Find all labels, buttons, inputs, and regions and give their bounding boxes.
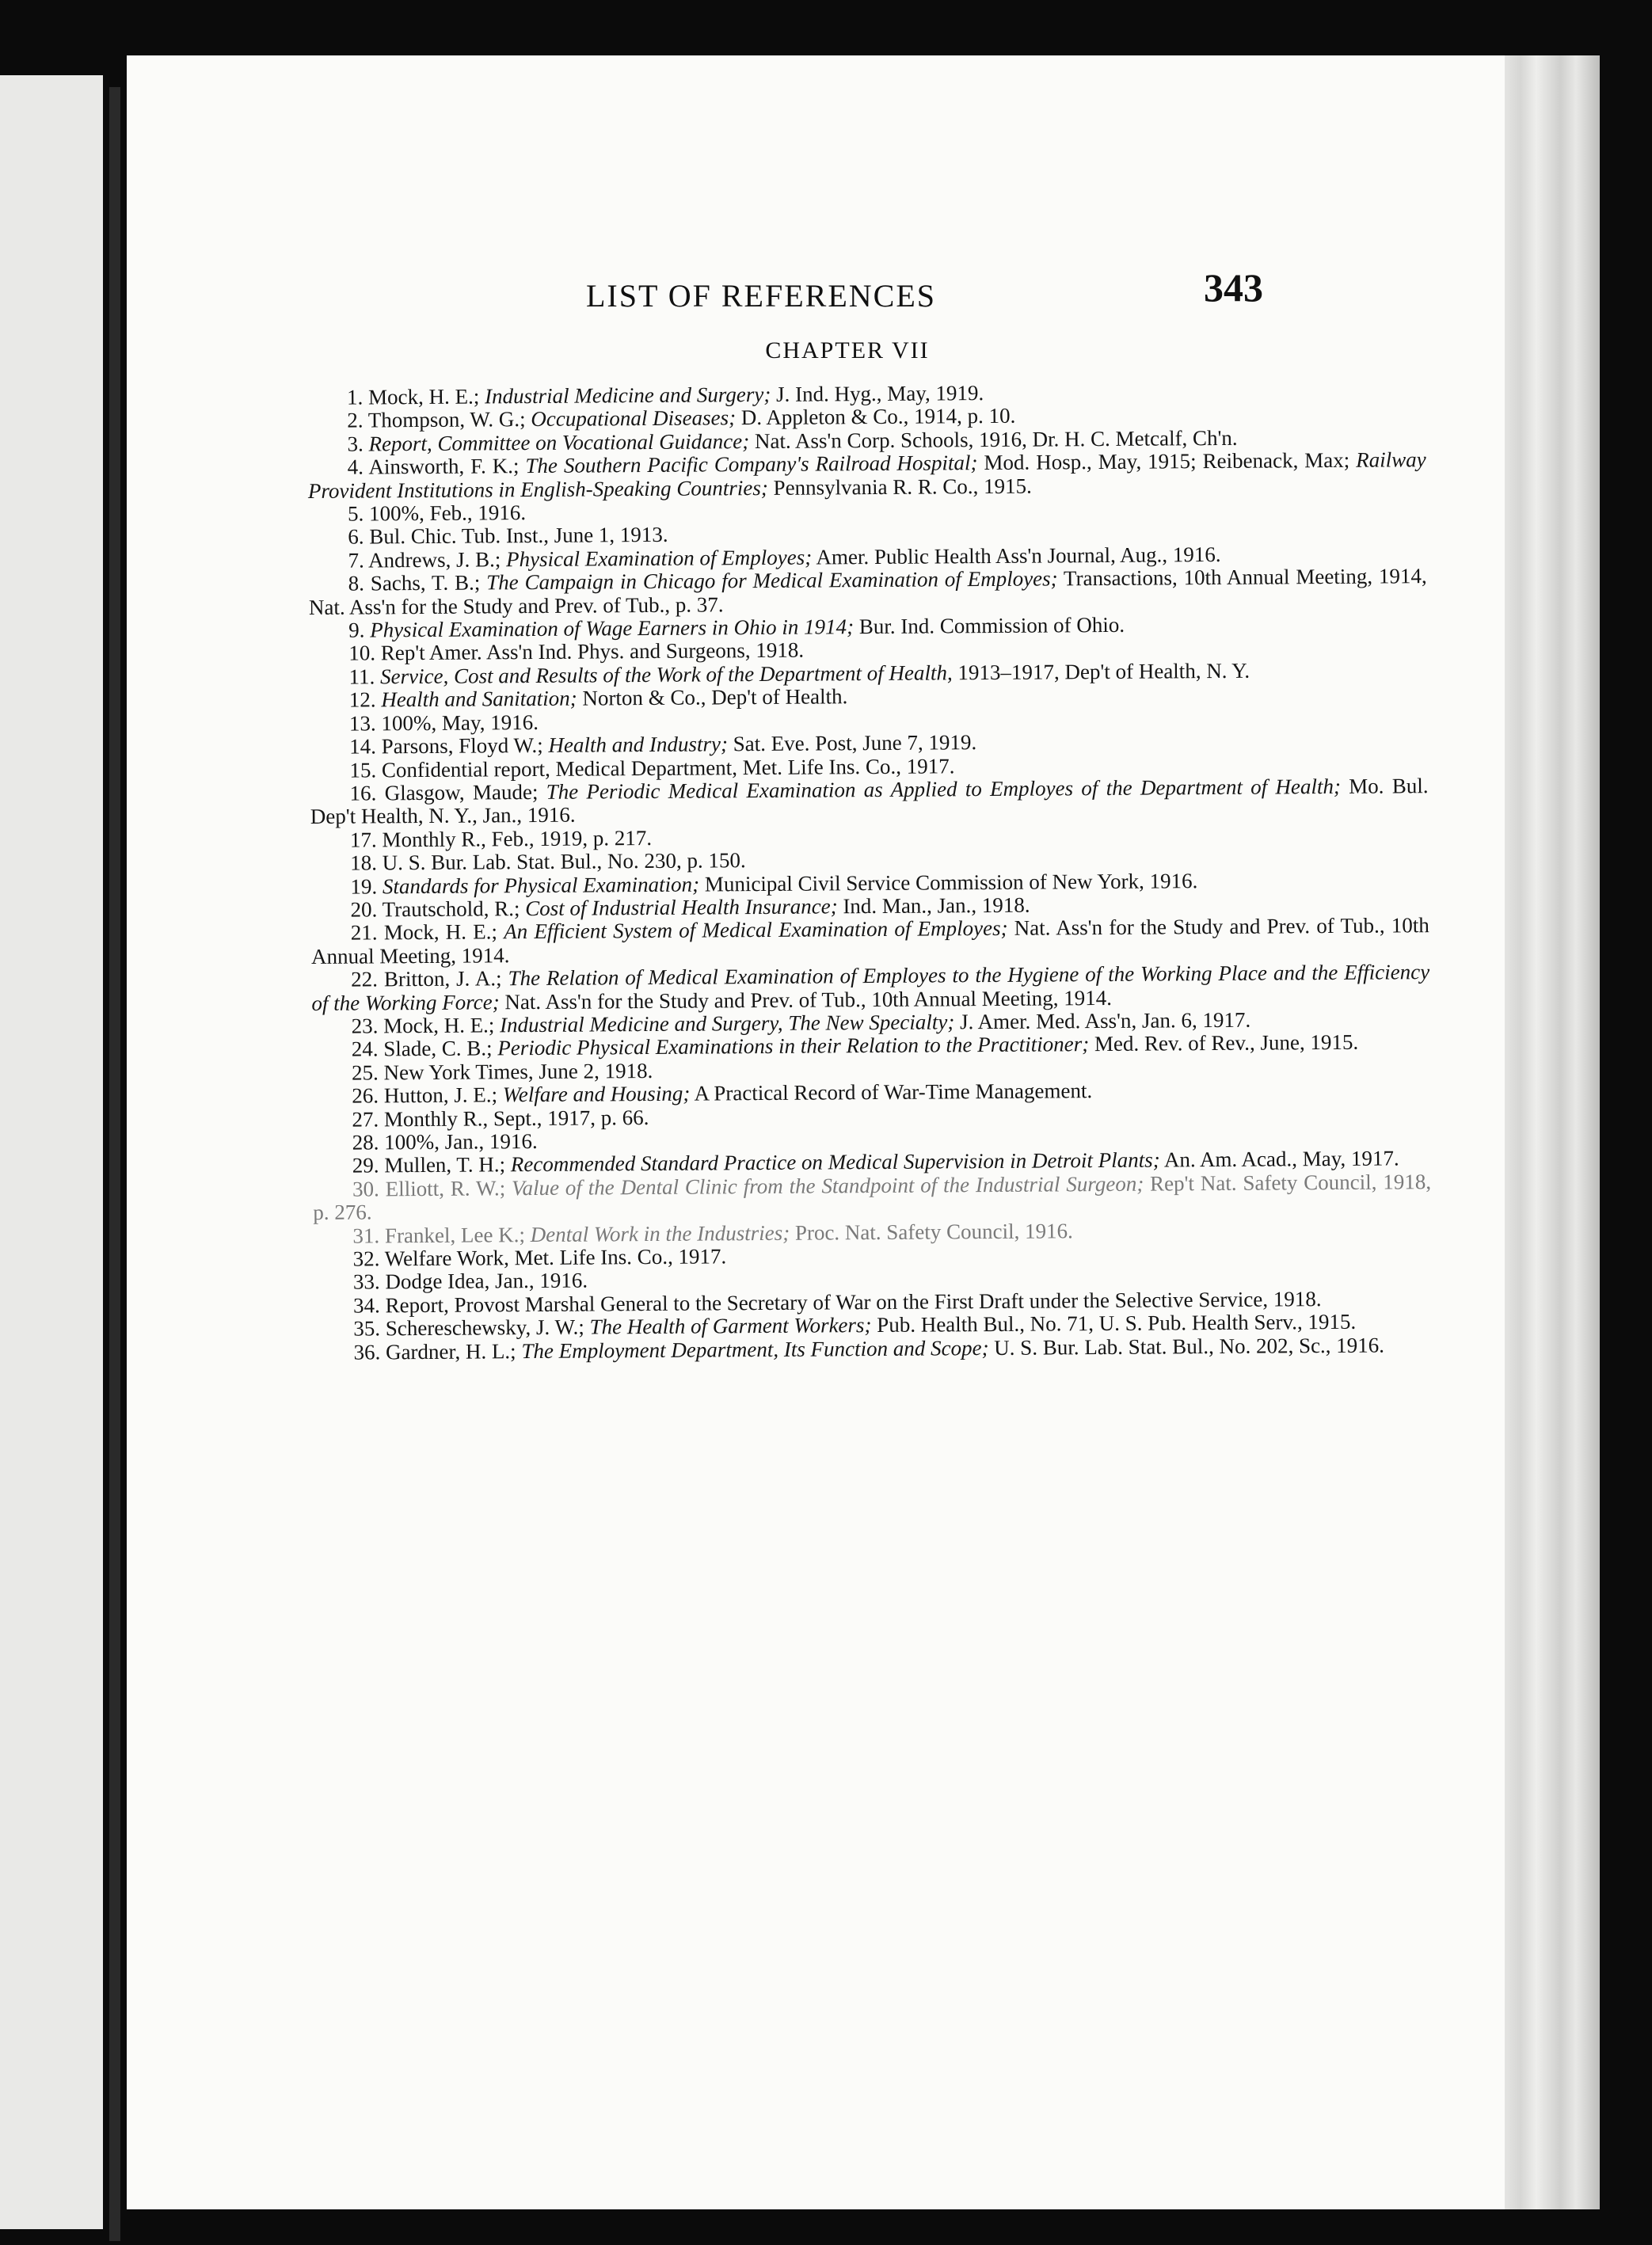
reference-title: The Employment Department, Its Function and Scope; [521, 1335, 989, 1363]
reference-source: Amer. Public Health Ass'n Journal, Aug., 1916. [812, 542, 1221, 569]
reference-item [311, 961, 1429, 1015]
reference-number: 30. [352, 1177, 379, 1201]
reference-author: Frankel, Lee K.; [384, 1222, 531, 1247]
reference-source: Rep't Nat. Safety Council, 1918, p. 276. [313, 1169, 1432, 1225]
reference-number: 36. [353, 1340, 381, 1364]
left-page-edge [0, 75, 103, 2229]
reference-source: Municipal Civil Service Commission of New York, 1916. [699, 868, 1198, 896]
reference-source: U. S. Bur. Lab. Stat. Bul., No. 202, Sc., 1916. [988, 1333, 1385, 1360]
page-number: 343 [1204, 265, 1263, 310]
reference-title: The Periodic Medical Examination as Applied to Employes of the Department of Health; [546, 774, 1342, 804]
reference-number: 8. [348, 571, 365, 595]
reference-author: U. S. Bur. Lab. Stat. Bul., No. 230, p. 150. [382, 848, 746, 875]
reference-number: 7. [348, 548, 364, 573]
reference-number: 28. [352, 1130, 379, 1155]
reference-title: Physical Examination of Wage Earners in Ohio in 1914; [370, 615, 855, 642]
reference-author: Hutton, J. E.; [383, 1083, 503, 1108]
reference-author: Thompson, W. G.; [367, 407, 531, 432]
reference-source: Transactions, 10th Annual Meeting, 1914, Nat. Ass'n for the Study and Prev. of Tub., p. 37. [308, 564, 1427, 619]
reference-author: Bul. Chic. Tub. Inst., June 1, 1913. [369, 523, 668, 549]
reference-title: The Health of Garment Workers; [589, 1313, 872, 1339]
reference-number: 13. [348, 711, 376, 736]
reference-author: Confidential report, Medical Department, Met. Life Ins. Co., 1917. [381, 753, 955, 782]
reference-author: 100%, May, 1916. [381, 710, 539, 736]
reference-author: Dodge Idea, Jan., 1916. [385, 1268, 588, 1294]
reference-author: Gardner, H. L.; [385, 1338, 522, 1364]
reference-number: 33. [352, 1269, 380, 1295]
reference-author: Parsons, Floyd W.; [381, 732, 549, 759]
reference-number: 6. [348, 524, 364, 550]
binding-shadow [109, 87, 120, 2241]
reference-number: 21. [350, 920, 378, 945]
reference-title: Industrial Medicine and Surgery; [484, 382, 771, 409]
chapter-heading: CHAPTER VII [765, 337, 930, 363]
book-page [127, 55, 1505, 2209]
reference-source: J. Ind. Hyg., May, 1919. [771, 381, 984, 406]
reference-number: 34. [352, 1293, 380, 1318]
running-title: LIST OF REFERENCES [586, 278, 936, 314]
reference-number: 4. [347, 455, 364, 479]
reference-title: Industrial Medicine and Surgery, The New Specialty; [500, 1010, 955, 1037]
reference-title: Health and Sanitation; [381, 686, 577, 712]
reference-title: Welfare and Housing; [502, 1081, 691, 1107]
reference-author: Monthly R., Feb., 1919, p. 217. [382, 825, 653, 852]
reference-author: Schereschewsky, J. W.; [385, 1315, 590, 1341]
reference-source: An. Am. Acad., May, 1917. [1159, 1146, 1399, 1172]
reference-item [309, 565, 1427, 619]
reference-author: Slade, C. B.; [383, 1036, 498, 1061]
reference-title: Recommended Standard Practice on Medical Supervision in Detroit Plants; [510, 1147, 1160, 1177]
reference-source: Proc. Nat. Safety Council, 1916. [790, 1218, 1073, 1245]
reference-title: Cost of Industrial Health Insurance; [525, 894, 838, 921]
reference-number: 11. [348, 664, 375, 689]
reference-title: The Campaign in Chicago for Medical Examination of Employes; [486, 566, 1058, 595]
reference-source: Nat. Ass'n for the Study and Prev. of Tub., 10th Annual Meeting, 1914. [499, 985, 1113, 1014]
reference-source: J. Amer. Med. Ass'n, Jan. 6, 1917. [954, 1007, 1251, 1034]
reference-author: Rep't Amer. Ass'n Ind. Phys. and Surgeons, 1918. [380, 638, 805, 665]
reference-title: An Efficient System of Medical Examination of Employes; [504, 916, 1008, 944]
reference-source: D. Appleton & Co., 1914, p. 10. [735, 404, 1016, 430]
reference-author: Elliott, R. W.; [385, 1176, 512, 1201]
reference-number: 31. [352, 1223, 380, 1248]
reference-author: Glasgow, Maude; [384, 779, 546, 805]
reference-number: 22. [351, 967, 379, 991]
reference-source: Pub. Health Bul., No. 71, U. S. Pub. Health Serv., 1915. [871, 1310, 1357, 1337]
reference-author: Welfare Work, Met. Life Ins. Co., 1917. [384, 1244, 727, 1271]
page-stack-edges [1489, 55, 1600, 2209]
reference-number: 1. [346, 385, 364, 409]
reference-author: Sachs, T. B.; [370, 570, 487, 595]
reference-source: Nat. Ass'n for the Study and Prev. of Tub., 10th Annual Meeting, 1914. [310, 913, 1429, 968]
reference-number: 32. [352, 1246, 380, 1271]
reference-number: 2. [347, 408, 364, 433]
reference-number: 26. [352, 1083, 379, 1108]
reference-title: Value of the Dental Clinic from the Standpoint of the Industrial Surgeon; [511, 1171, 1144, 1201]
reference-author: 100%, Feb., 1916. [369, 500, 527, 526]
reference-number: 10. [348, 641, 376, 666]
reference-source: Mo. Bul. Dep't Health, N. Y., Jan., 1916. [310, 774, 1429, 829]
reference-source: Med. Rev. of Rev., June, 1915. [1089, 1030, 1359, 1056]
reference-title: Periodic Physical Examinations in their Relation to the Practitioner; [497, 1032, 1090, 1060]
reference-author: New York Times, June 2, 1918. [383, 1058, 653, 1085]
reference-title: Occupational Diseases; [531, 405, 737, 432]
reference-source: Ind. Man., Jan., 1918. [837, 892, 1030, 919]
reference-title: The Relation of Medical Examination of Employes to the Hygiene of the Working Place and the Efficiency of the Working Force; [311, 960, 1430, 1015]
reference-number: 16. [349, 781, 377, 805]
reference-title: Dental Work in the Industries; [530, 1220, 790, 1246]
reference-title: Health and Industry; [548, 732, 729, 757]
reference-item [313, 1170, 1431, 1225]
reference-author: Ainsworth, F. K.; [368, 454, 526, 479]
reference-source: 1913–1917, Dep't of Health, N. Y. [952, 658, 1250, 685]
reference-author: Report, Provost Marshal General to the Secretary of War on the First Draft under the Selective Service, 1918. [385, 1286, 1322, 1318]
reference-number: 25. [351, 1060, 379, 1085]
reference-number: 17. [349, 828, 377, 852]
reference-author: Mullen, T. H.; [384, 1152, 511, 1178]
reference-author: Andrews, J. B.; [367, 547, 507, 573]
reference-item [308, 448, 1426, 503]
reference-number: 14. [349, 734, 377, 759]
reference-title: Physical Examination of Employes; [505, 545, 813, 572]
reference-title: Service, Cost and Results of the Work of the Department of Health, [379, 660, 953, 689]
reference-title: Report, Committee on Vocational Guidance; [368, 428, 750, 456]
reference-number: 15. [349, 757, 377, 782]
reference-author: 100%, Jan., 1916. [384, 1128, 538, 1155]
reference-number: 18. [350, 850, 378, 875]
reference-source: Sat. Eve. Post, June 7, 1919. [727, 730, 977, 756]
reference-source: Nat. Ass'n Corp. Schools, 1916, Dr. H. C. Metcalf, Ch'n. [749, 425, 1238, 453]
reference-title: Standards for Physical Examination; [382, 872, 700, 898]
reference-source: Bur. Ind. Commission of Ohio. [853, 612, 1125, 639]
page-header [127, 253, 1505, 317]
reference-item [310, 774, 1428, 829]
reference-number: 12. [348, 687, 376, 712]
reference-number: 23. [351, 1014, 379, 1038]
reference-number: 9. [348, 618, 365, 642]
reference-number: 19. [350, 873, 378, 899]
reference-number: 29. [352, 1153, 379, 1178]
reference-source: Mod. Hosp., May, 1915; Reibenack, Max; [977, 447, 1357, 475]
reference-number: 3. [347, 432, 364, 456]
reference-author: Trautschold, R.; [382, 896, 526, 922]
reference-number: 5. [348, 501, 364, 526]
reference-number: 24. [351, 1037, 379, 1062]
reference-list [307, 379, 1433, 1364]
reference-number: 27. [352, 1106, 379, 1132]
reference-title: The Southern Pacific Company's Railroad Hospital; [525, 451, 978, 478]
reference-author: Monthly R., Sept., 1917, p. 66. [383, 1105, 649, 1131]
reference-author: Mock, H. E.; [383, 1013, 501, 1038]
reference-author: Mock, H. E.; [367, 384, 485, 409]
reference-source-2: Pennsylvania R. R. Co., 1915. [767, 474, 1032, 500]
reference-number: 20. [350, 897, 378, 922]
reference-source: A Practical Record of War-Time Management. [690, 1079, 1093, 1105]
reference-author: Britton, J. A.; [383, 966, 508, 991]
reference-author: Mock, H. E.; [383, 919, 504, 945]
reference-source: Norton & Co., Dep't of Health. [577, 684, 848, 710]
reference-title-2: Railway Provident Institutions in English-Speaking Countries; [307, 447, 1426, 503]
reference-number: 35. [353, 1316, 381, 1341]
